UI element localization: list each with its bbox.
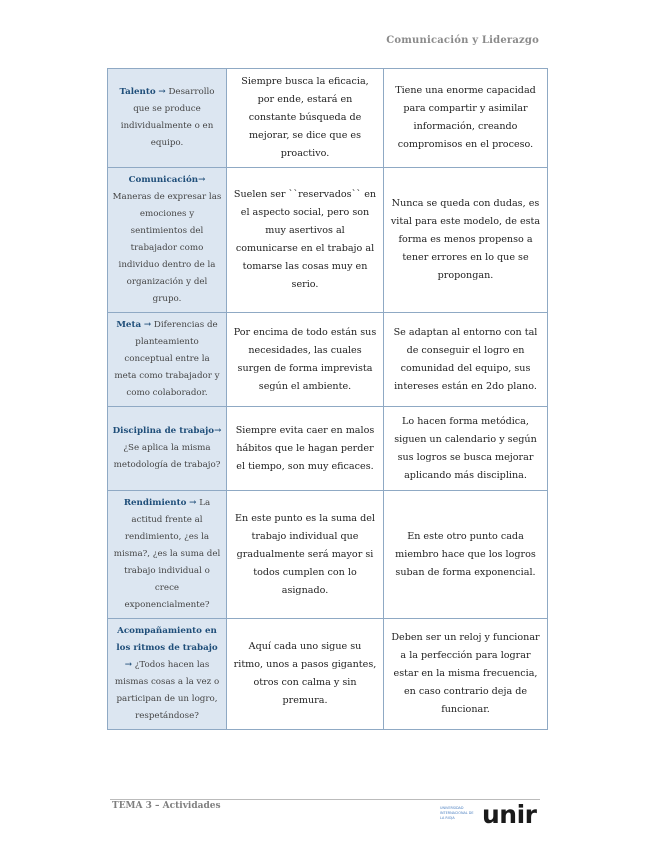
arrow-icon: →: [143, 320, 152, 330]
table-cell: En este otro punto cada miembro hace que los logros suban de forma exponencial.: [384, 491, 548, 619]
arrow-icon: →: [214, 426, 222, 436]
arrow-icon: →: [189, 498, 197, 508]
arrow-icon: →: [198, 175, 206, 185]
arrow-icon: →: [124, 660, 132, 670]
table-row: [108, 69, 548, 168]
row-header-cell: [108, 168, 227, 313]
table-cell: Siempre evita caer en malos hábitos que le hagan perder el tiempo, son muy eficaces.: [227, 407, 384, 491]
row-header-cell: [108, 69, 227, 168]
term-label: Talento: [119, 87, 156, 97]
term-description: La actitud frente al rendimiento, ¿es la misma?, ¿es la suma del trabajo individual o crece exponencialmente?: [113, 498, 221, 610]
table-cell: Aquí cada uno sigue su ritmo, unos a pasos gigantes, otros con calma y sin premura.: [227, 619, 384, 730]
table-cell: Nunca se queda con dudas, es vital para este modelo, de esta forma es menos propenso a tener errores en lo que se propongan.: [384, 168, 548, 313]
row-header-cell: [108, 619, 227, 730]
term-label: Comunicación: [128, 175, 199, 185]
table-row: [108, 619, 548, 730]
term-label: Disciplina de trabajo: [112, 426, 215, 436]
table-cell: Por encima de todo están sus necesidades, las cuales surgen de forma imprevista según el ambiente.: [227, 313, 384, 407]
table-cell: En este punto es la suma del trabajo individual que gradualmente será mayor si todos cumplen con lo asignado.: [227, 491, 384, 619]
term-description: ¿Se aplica la misma metodología de trabajo?: [113, 443, 221, 470]
row-header-cell: [108, 407, 227, 491]
logo-tagline: UNIVERSIDAD INTERNACIONAL DE LA RIOJA: [440, 806, 474, 820]
footer-label: TEMA 3 – Actividades: [112, 801, 221, 811]
row-header-cell: [108, 313, 227, 407]
page-header-title: Comunicación y Liderazgo: [386, 35, 539, 46]
term-label: Meta: [116, 320, 142, 330]
term-description: Maneras de expresar las emociones y sentimientos del trabajador como individuo dentro de la organización y del grupo.: [112, 192, 222, 304]
table-row: [108, 407, 548, 491]
arrow-icon: →: [158, 87, 166, 97]
table-row: [108, 168, 548, 313]
unir-logo: [440, 800, 542, 829]
term-label: Rendimiento: [123, 498, 187, 508]
table-row: [108, 313, 548, 407]
logo-wordmark: unir: [482, 800, 537, 829]
table-cell: Suelen ser ``reservados`` en el aspecto social, pero son muy asertivos al comunicarse en el trabajo al tomarse las cosas muy en serio.: [227, 168, 384, 313]
term-description: Diferencias de planteamiento conceptual entre la meta como trabajador y como colaborador.: [114, 320, 220, 398]
term-label: Acompañamiento en los ritmos de trabajo: [116, 626, 218, 653]
comparison-table: [107, 68, 548, 730]
footer-divider: [110, 799, 540, 800]
table-cell: Deben ser un reloj y funcionar a la perfección para lograr estar en la misma frecuencia, en caso contrario deja de funcionar.: [384, 619, 548, 730]
table-cell: Siempre busca la eficacia, por ende, estará en constante búsqueda de mejorar, se dice que es proactivo.: [227, 69, 384, 168]
table-cell: Tiene una enorme capacidad para compartir y asimilar información, creando compromisos en el proceso.: [384, 69, 548, 168]
table-row: [108, 491, 548, 619]
term-description: Desarrollo que se produce individualmente o en equipo.: [120, 87, 215, 148]
table-cell: Lo hacen forma metódica, siguen un calendario y según sus logros se busca mejorar aplicando más disciplina.: [384, 407, 548, 491]
row-header-cell: [108, 491, 227, 619]
term-description: ¿Todos hacen las mismas cosas a la vez o participan de un logro, respetándose?: [114, 660, 220, 721]
table-cell: Se adaptan al entorno con tal de conseguir el logro en comunidad del equipo, sus intereses están en 2do plano.: [384, 313, 548, 407]
